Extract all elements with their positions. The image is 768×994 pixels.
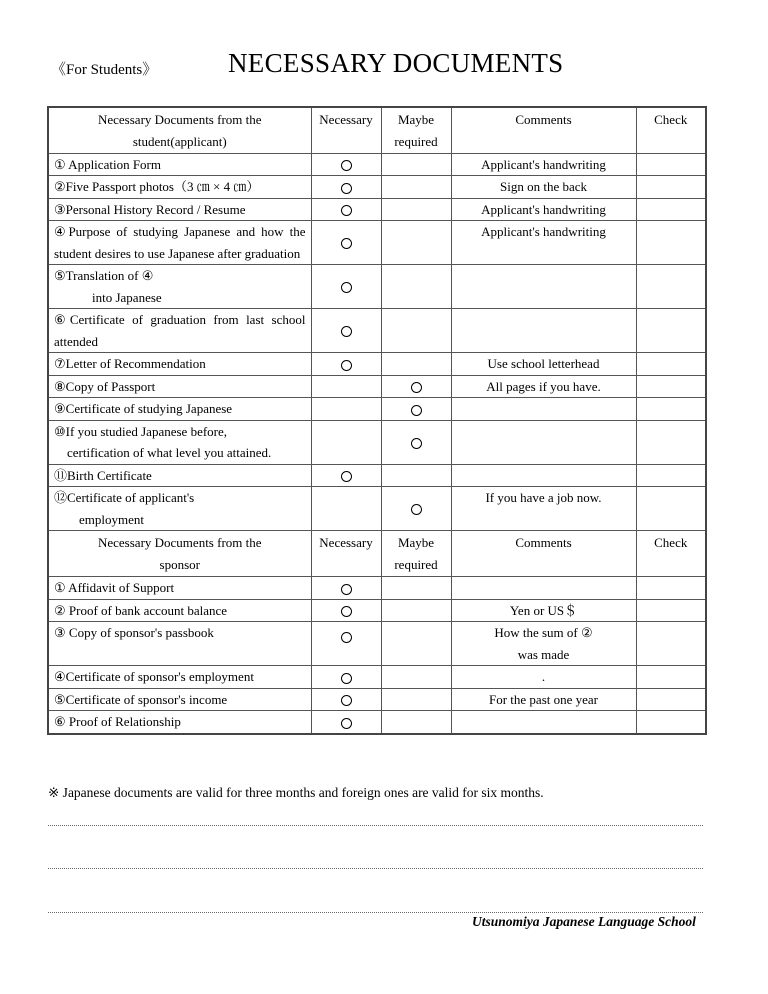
circle-mark-icon bbox=[341, 326, 352, 337]
check-cell[interactable] bbox=[636, 353, 706, 376]
header-text: sponsor bbox=[159, 556, 200, 572]
document-label-line: ⑫Certificate of applicant's bbox=[54, 490, 195, 505]
maybe-cell bbox=[381, 176, 451, 199]
maybe-cell bbox=[381, 309, 451, 353]
circle-mark-icon bbox=[341, 183, 352, 194]
table-row bbox=[48, 309, 706, 353]
documents-table bbox=[47, 106, 707, 735]
maybe-cell bbox=[381, 265, 451, 309]
maybe-cell bbox=[381, 688, 451, 711]
maybe-cell bbox=[381, 153, 451, 176]
check-cell[interactable] bbox=[636, 622, 706, 666]
comment-cell: If you have a job now. bbox=[451, 487, 636, 531]
header-text: required bbox=[394, 556, 438, 572]
dotted-divider bbox=[48, 912, 703, 913]
circle-mark-icon bbox=[341, 205, 352, 216]
table-row bbox=[48, 420, 706, 464]
comment-cell bbox=[451, 265, 636, 309]
comment-cell: For the past one year bbox=[451, 688, 636, 711]
circle-mark-icon bbox=[341, 282, 352, 293]
comment-cell: Sign on the back bbox=[451, 176, 636, 199]
comment-cell bbox=[451, 577, 636, 600]
necessary-cell bbox=[311, 622, 381, 666]
document-label: ③ Copy of sponsor's passbook bbox=[48, 622, 311, 666]
circle-mark-icon bbox=[341, 673, 352, 684]
validity-note: ※ Japanese documents are valid for three months and foreign ones are valid for six months. bbox=[48, 785, 544, 800]
necessary-header bbox=[311, 531, 381, 577]
table-row bbox=[48, 711, 706, 734]
table-row bbox=[48, 353, 706, 376]
maybe-cell bbox=[381, 420, 451, 464]
necessary-cell bbox=[311, 420, 381, 464]
header-text: Necessary bbox=[319, 535, 373, 550]
dotted-divider bbox=[48, 868, 703, 869]
necessary-cell bbox=[311, 153, 381, 176]
document-label: ① Application Form bbox=[48, 153, 311, 176]
comment-cell: Applicant's handwriting bbox=[451, 153, 636, 176]
check-cell[interactable] bbox=[636, 464, 706, 487]
check-header bbox=[636, 107, 706, 153]
necessary-cell bbox=[311, 688, 381, 711]
comment-cell: . bbox=[451, 666, 636, 689]
document-label bbox=[48, 420, 311, 464]
check-cell[interactable] bbox=[636, 375, 706, 398]
necessary-cell bbox=[311, 398, 381, 421]
table-row bbox=[48, 622, 706, 666]
maybe-cell bbox=[381, 398, 451, 421]
header-text: required bbox=[394, 133, 438, 149]
circle-mark-icon bbox=[341, 584, 352, 595]
document-label: ⑨Certificate of studying Japanese bbox=[48, 398, 311, 421]
necessary-cell bbox=[311, 666, 381, 689]
header-text: student(applicant) bbox=[132, 133, 227, 149]
necessary-header bbox=[311, 107, 381, 153]
maybe-cell bbox=[381, 577, 451, 600]
for-students-label: 《For Students》 bbox=[51, 62, 158, 78]
maybe-cell bbox=[381, 599, 451, 622]
document-label: ② Proof of bank account balance bbox=[48, 599, 311, 622]
comment-line: was made bbox=[517, 646, 570, 662]
table-row bbox=[48, 666, 706, 689]
check-cell[interactable] bbox=[636, 221, 706, 265]
document-label-line: into Japanese bbox=[92, 289, 162, 305]
header-text: Necessary Documents from the bbox=[97, 112, 262, 127]
check-cell[interactable] bbox=[636, 176, 706, 199]
comment-cell bbox=[451, 711, 636, 734]
comment-line: How the sum of ② bbox=[494, 625, 593, 640]
student-documents-header bbox=[48, 107, 311, 153]
document-label bbox=[48, 265, 311, 309]
maybe-cell bbox=[381, 666, 451, 689]
maybe-cell bbox=[381, 711, 451, 734]
comments-header bbox=[451, 531, 636, 577]
document-label: ⑥Certificate of graduation from last school attended bbox=[48, 309, 311, 353]
circle-mark-icon bbox=[341, 471, 352, 482]
circle-mark-icon bbox=[411, 438, 422, 449]
sponsor-documents-header bbox=[48, 531, 311, 577]
check-cell[interactable] bbox=[636, 577, 706, 600]
check-cell[interactable] bbox=[636, 487, 706, 531]
table-row bbox=[48, 153, 706, 176]
necessary-cell bbox=[311, 221, 381, 265]
table-row bbox=[48, 464, 706, 487]
comment-cell: All pages if you have. bbox=[451, 375, 636, 398]
circle-mark-icon bbox=[341, 360, 352, 371]
check-cell[interactable] bbox=[636, 711, 706, 734]
document-label-line: employment bbox=[79, 511, 144, 527]
header-text: Necessary Documents from the bbox=[97, 535, 262, 550]
comment-cell: Applicant's handwriting bbox=[451, 221, 636, 265]
document-label: ⑧Copy of Passport bbox=[48, 375, 311, 398]
document-label-line: ⑤Translation of ④ bbox=[54, 268, 154, 283]
document-label: ③Personal History Record / Resume bbox=[48, 198, 311, 221]
check-cell[interactable] bbox=[636, 198, 706, 221]
table-row bbox=[48, 577, 706, 600]
header-text: Check bbox=[654, 535, 688, 550]
maybe-cell bbox=[381, 198, 451, 221]
document-label bbox=[48, 487, 311, 531]
table-row bbox=[48, 221, 706, 265]
check-cell[interactable] bbox=[636, 420, 706, 464]
table-row bbox=[48, 176, 706, 199]
maybe-header bbox=[381, 531, 451, 577]
comments-header bbox=[451, 107, 636, 153]
header-text: Check bbox=[654, 112, 688, 127]
check-cell[interactable] bbox=[636, 688, 706, 711]
necessary-cell bbox=[311, 309, 381, 353]
necessary-cell bbox=[311, 577, 381, 600]
header-text: Maybe bbox=[397, 112, 435, 127]
necessary-cell bbox=[311, 487, 381, 531]
table-row bbox=[48, 398, 706, 421]
circle-mark-icon bbox=[411, 504, 422, 515]
document-label: ④Purpose of studying Japanese and how the student desires to use Japanese after graduation bbox=[48, 221, 311, 265]
check-header bbox=[636, 531, 706, 577]
maybe-header bbox=[381, 107, 451, 153]
header-text: Maybe bbox=[397, 535, 435, 550]
necessary-cell bbox=[311, 375, 381, 398]
comment-cell: Use school letterhead bbox=[451, 353, 636, 376]
circle-mark-icon bbox=[341, 160, 352, 171]
necessary-cell bbox=[311, 198, 381, 221]
document-label: ⑦Letter of Recommendation bbox=[48, 353, 311, 376]
header-text: Comments bbox=[515, 112, 572, 127]
circle-mark-icon bbox=[341, 606, 352, 617]
document-label: ⑥ Proof of Relationship bbox=[48, 711, 311, 734]
maybe-cell bbox=[381, 487, 451, 531]
document-label-line: ⑩If you studied Japanese before, bbox=[54, 423, 228, 439]
table-row bbox=[48, 198, 706, 221]
dotted-divider bbox=[48, 825, 703, 826]
table-row bbox=[48, 375, 706, 398]
student-header-row bbox=[48, 107, 706, 153]
sponsor-header-row bbox=[48, 531, 706, 577]
table-row bbox=[48, 599, 706, 622]
comment-cell: Applicant's handwriting bbox=[451, 198, 636, 221]
comment-cell: Yen or US＄ bbox=[451, 599, 636, 622]
maybe-cell bbox=[381, 622, 451, 666]
circle-mark-icon bbox=[341, 695, 352, 706]
necessary-cell bbox=[311, 265, 381, 309]
check-cell[interactable] bbox=[636, 153, 706, 176]
maybe-cell bbox=[381, 221, 451, 265]
necessary-cell bbox=[311, 464, 381, 487]
comment-cell bbox=[451, 398, 636, 421]
necessary-cell bbox=[311, 599, 381, 622]
table-row bbox=[48, 487, 706, 531]
circle-mark-icon bbox=[411, 382, 422, 393]
maybe-cell bbox=[381, 375, 451, 398]
comment-cell bbox=[451, 622, 636, 666]
check-cell[interactable] bbox=[636, 599, 706, 622]
header-text: Comments bbox=[515, 535, 572, 550]
document-label: ②Five Passport photos（3 ㎝ × 4 ㎝） bbox=[48, 176, 311, 199]
necessary-cell bbox=[311, 176, 381, 199]
table-row bbox=[48, 265, 706, 309]
table-row bbox=[48, 688, 706, 711]
document-label-line: certification of what level you attained. bbox=[67, 445, 272, 460]
comment-cell bbox=[451, 309, 636, 353]
document-label: ④Certificate of sponsor's employment bbox=[48, 666, 311, 689]
check-cell[interactable] bbox=[636, 666, 706, 689]
comment-cell bbox=[451, 420, 636, 464]
circle-mark-icon bbox=[411, 405, 422, 416]
check-cell[interactable] bbox=[636, 309, 706, 353]
document-label: ① Affidavit of Support bbox=[48, 577, 311, 600]
circle-mark-icon bbox=[341, 718, 352, 729]
page-title: NECESSARY DOCUMENTS bbox=[228, 48, 564, 78]
circle-mark-icon bbox=[341, 632, 352, 643]
circle-mark-icon bbox=[341, 238, 352, 249]
document-label: ⑤Certificate of sponsor's income bbox=[48, 688, 311, 711]
comment-cell bbox=[451, 464, 636, 487]
necessary-cell bbox=[311, 711, 381, 734]
necessary-cell bbox=[311, 353, 381, 376]
maybe-cell bbox=[381, 464, 451, 487]
document-label: ⑪Birth Certificate bbox=[48, 464, 311, 487]
check-cell[interactable] bbox=[636, 265, 706, 309]
header-text: Necessary bbox=[319, 112, 373, 127]
maybe-cell bbox=[381, 353, 451, 376]
school-name: Utsunomiya Japanese Language School bbox=[472, 914, 696, 929]
check-cell[interactable] bbox=[636, 398, 706, 421]
